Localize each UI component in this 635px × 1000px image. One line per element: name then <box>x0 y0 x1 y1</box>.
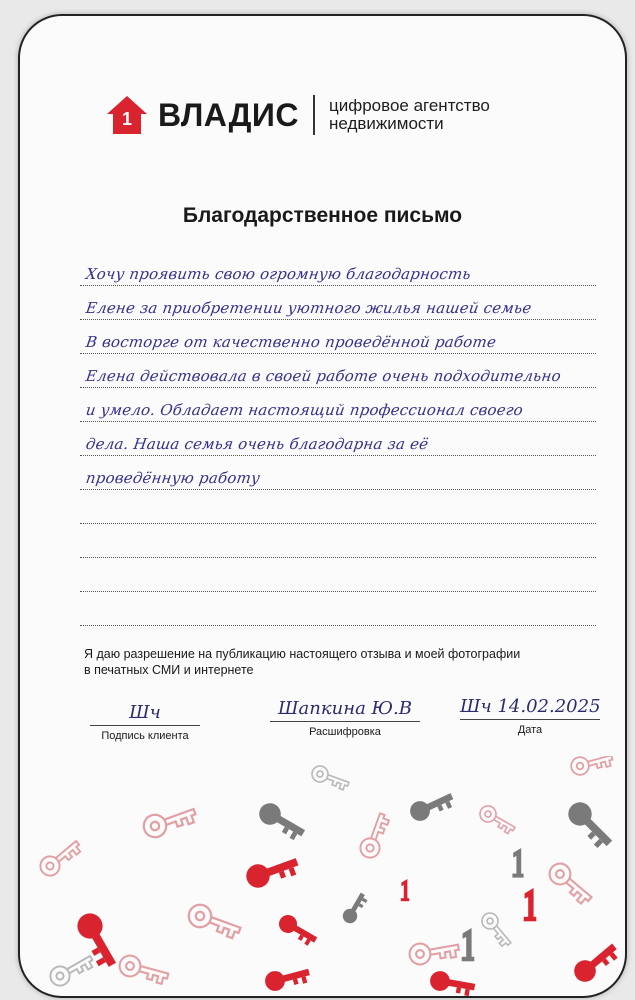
consent-text <box>84 646 554 678</box>
client-signature-caption: Подпись клиента <box>101 730 189 742</box>
tagline-line-2: недвижимости <box>328 114 444 133</box>
decoding-value: Шапкина Ю.В <box>278 698 412 719</box>
date-field <box>460 696 600 736</box>
consent-line-2: в печатных СМИ и интернете <box>84 663 254 677</box>
text-line <box>80 388 596 422</box>
decoding-caption: Расшифровка <box>309 726 381 738</box>
text-line <box>80 286 596 320</box>
red-key-icons <box>73 851 622 996</box>
handwritten-text: проведённую работу <box>84 469 262 487</box>
signature-line <box>90 725 200 726</box>
signature-line <box>460 719 600 720</box>
keys-pattern <box>20 756 625 996</box>
text-line <box>80 558 596 592</box>
text-line <box>80 422 596 456</box>
tagline-line-1: цифровое агентство <box>328 96 490 115</box>
client-signature: Шч <box>129 702 161 723</box>
brand-divider <box>313 95 315 135</box>
text-line <box>80 320 596 354</box>
house-key-icon <box>106 94 148 136</box>
text-line <box>80 354 596 388</box>
text-line <box>80 252 596 286</box>
date-caption: Дата <box>517 724 543 736</box>
text-line <box>80 490 596 524</box>
handwritten-text: и умело. Обладает настоящий профессионал своего <box>84 401 525 419</box>
handwritten-text: дела. Наша семья очень благодарна за её <box>84 435 430 453</box>
outline-key-icons <box>36 756 614 986</box>
text-line <box>80 456 596 490</box>
logo-digit: 1 <box>121 109 133 129</box>
signature-line <box>270 721 420 722</box>
text-line <box>80 524 596 558</box>
decoding-field <box>270 698 420 738</box>
page-title: Благодарственное письмо <box>182 204 463 227</box>
brand-name: ВЛАДИС <box>158 96 299 133</box>
date-value: Шч 14.02.2025 <box>460 696 601 717</box>
letter-sheet <box>18 14 627 998</box>
consent-line-1: Я даю разрешение на публикацию настоящего отзыва и моей фотографии <box>84 647 521 661</box>
text-line <box>80 592 596 626</box>
company-logo <box>106 94 490 136</box>
handwritten-text: Елена действовала в своей работе очень подходительно <box>84 367 563 385</box>
brand-tagline <box>329 97 490 133</box>
handwritten-text: В восторге от качественно проведённой работе <box>84 333 498 351</box>
client-signature-field <box>90 702 200 742</box>
handwritten-text: Елене за приобретении уютного жилья нашей семье <box>84 299 533 317</box>
handwritten-lines <box>80 252 596 626</box>
handwritten-text: Хочу проявить свою огромную благодарность <box>84 265 473 283</box>
